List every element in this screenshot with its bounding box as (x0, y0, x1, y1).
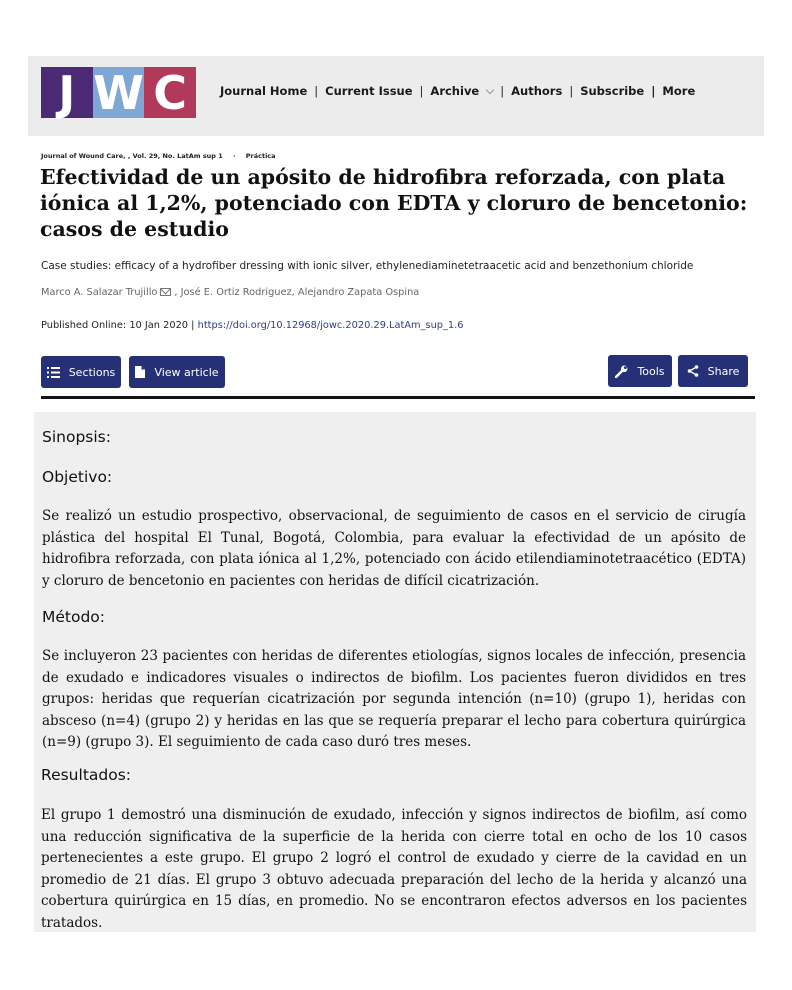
nav-archive-label: Archive (430, 84, 480, 98)
meta-dot: · (233, 152, 236, 160)
logo-letter-w: W (93, 65, 144, 120)
metodo-heading: Método: (42, 608, 106, 626)
article-title: Efectividad de un apósito de hidrofibra reforzada, con plata iónica al 1,2%, potenciado con EDTA y cloruro de bencetonio: casos de estudio (40, 165, 748, 241)
nav-current-issue[interactable]: Current Issue (325, 84, 413, 98)
nav-separator: | (314, 84, 319, 98)
tools-label: Tools (637, 364, 665, 378)
resultados-text: El grupo 1 demostró una disminución de exudado, infección y signos indirectos de biofilm, así como una reducción significativa de la superficie de la herida con cierre total en ocho de los 10 casos pertenecientes a este grupo. El grupo 2 logró el control de exudado y cierre de la cavidad en un promedio de 21 días. El grupo 3 obtuvo adecuada preparación del lecho de la herida y alcanzó una cobertura quirúrgica en 15 días, en promedio. No se encontraron efectos adversos en los pacientes tratados. (41, 807, 747, 931)
share-button[interactable] (678, 355, 748, 387)
nav-archive[interactable] (430, 84, 493, 98)
logo-letter-j: J (41, 67, 93, 118)
published-label: Published Online: (41, 320, 127, 331)
tools-button[interactable] (608, 355, 672, 387)
resultados-heading: Resultados: (41, 766, 132, 784)
nav-more[interactable]: More (662, 84, 696, 98)
doi-link[interactable]: https://doi.org/10.12968/jowc.2020.29.LatAm_sup_1.6 (197, 320, 464, 331)
site-header (28, 56, 764, 136)
list-icon (47, 367, 60, 378)
divider: | (191, 320, 195, 331)
share-icon (687, 365, 699, 377)
section-divider (41, 396, 755, 399)
nav-subscribe[interactable]: Subscribe (580, 84, 645, 98)
nav-separator: | (419, 84, 424, 98)
sections-button[interactable] (41, 356, 121, 388)
logo-letter-c: C (144, 67, 196, 118)
author-link[interactable]: Marco A. Salazar Trujillo (41, 287, 158, 298)
article-meta (41, 152, 276, 160)
journal-logo[interactable] (41, 67, 196, 118)
author-list (41, 287, 419, 298)
view-article-label: View article (154, 365, 219, 379)
chevron-down-icon (486, 86, 494, 94)
nav-separator: | (569, 84, 574, 98)
nav-authors[interactable]: Authors (511, 84, 563, 98)
publication-info (41, 320, 464, 331)
nav-journal-home[interactable]: Journal Home (220, 84, 308, 98)
mail-icon[interactable] (160, 288, 171, 296)
journal-name[interactable]: Journal of Wound Care, (41, 152, 126, 160)
author-link[interactable]: , José E. Ortiz Rodriguez, Alejandro Zapata Ospina (174, 287, 420, 298)
objetivo-text: Se realizó un estudio prospectivo, observacional, de seguimiento de casos en el servicio de cirugía plástica del hospital El Tunal, Bogotá, Colombia, para evaluar la efectividad de un apósito de hidrofibra reforzada, con plata iónica al 1,2%, potenciado con ácido etilendiaminotetraacético (EDTA) y cloruro de bencetonio en pacientes con heridas de difícil cicatrización. (42, 508, 746, 589)
article-section: Práctica (245, 152, 276, 160)
share-label: Share (707, 364, 740, 378)
sinopsis-heading: Sinopsis: (42, 428, 111, 446)
volume-info[interactable]: , Vol. 29, No. LatAm sup 1 (127, 152, 223, 160)
main-nav (220, 84, 695, 98)
metodo-text: Se incluyeron 23 pacientes con heridas de diferentes etiologías, signos locales de infección, presencia de exudado e indicadores visuales o indirectos de biofilm. Los pacientes fueron divididos en tres grupos: heridas que requerían cicatrización por segunda intención (n=10) (grupo 1), heridas con absceso (n=4) (grupo 2) y heridas en las que se requería preparar el lecho para cobertura quirúrgica (n=9) (grupo 3). El seguimiento de cada caso duró tres meses. (42, 648, 746, 750)
document-icon (135, 366, 145, 378)
nav-separator: | (500, 84, 505, 98)
nav-separator: | (651, 84, 656, 98)
published-date: 10 Jan 2020 (129, 320, 189, 331)
sections-label: Sections (68, 365, 116, 379)
article-subtitle: Case studies: efficacy of a hydrofiber dressing with ionic silver, ethylenediaminetetraacetic acid and benzethonium chloride (41, 260, 694, 272)
objetivo-heading: Objetivo: (42, 468, 113, 486)
abstract-panel (34, 412, 756, 932)
wrench-icon (615, 365, 628, 378)
view-article-button[interactable] (129, 356, 225, 388)
